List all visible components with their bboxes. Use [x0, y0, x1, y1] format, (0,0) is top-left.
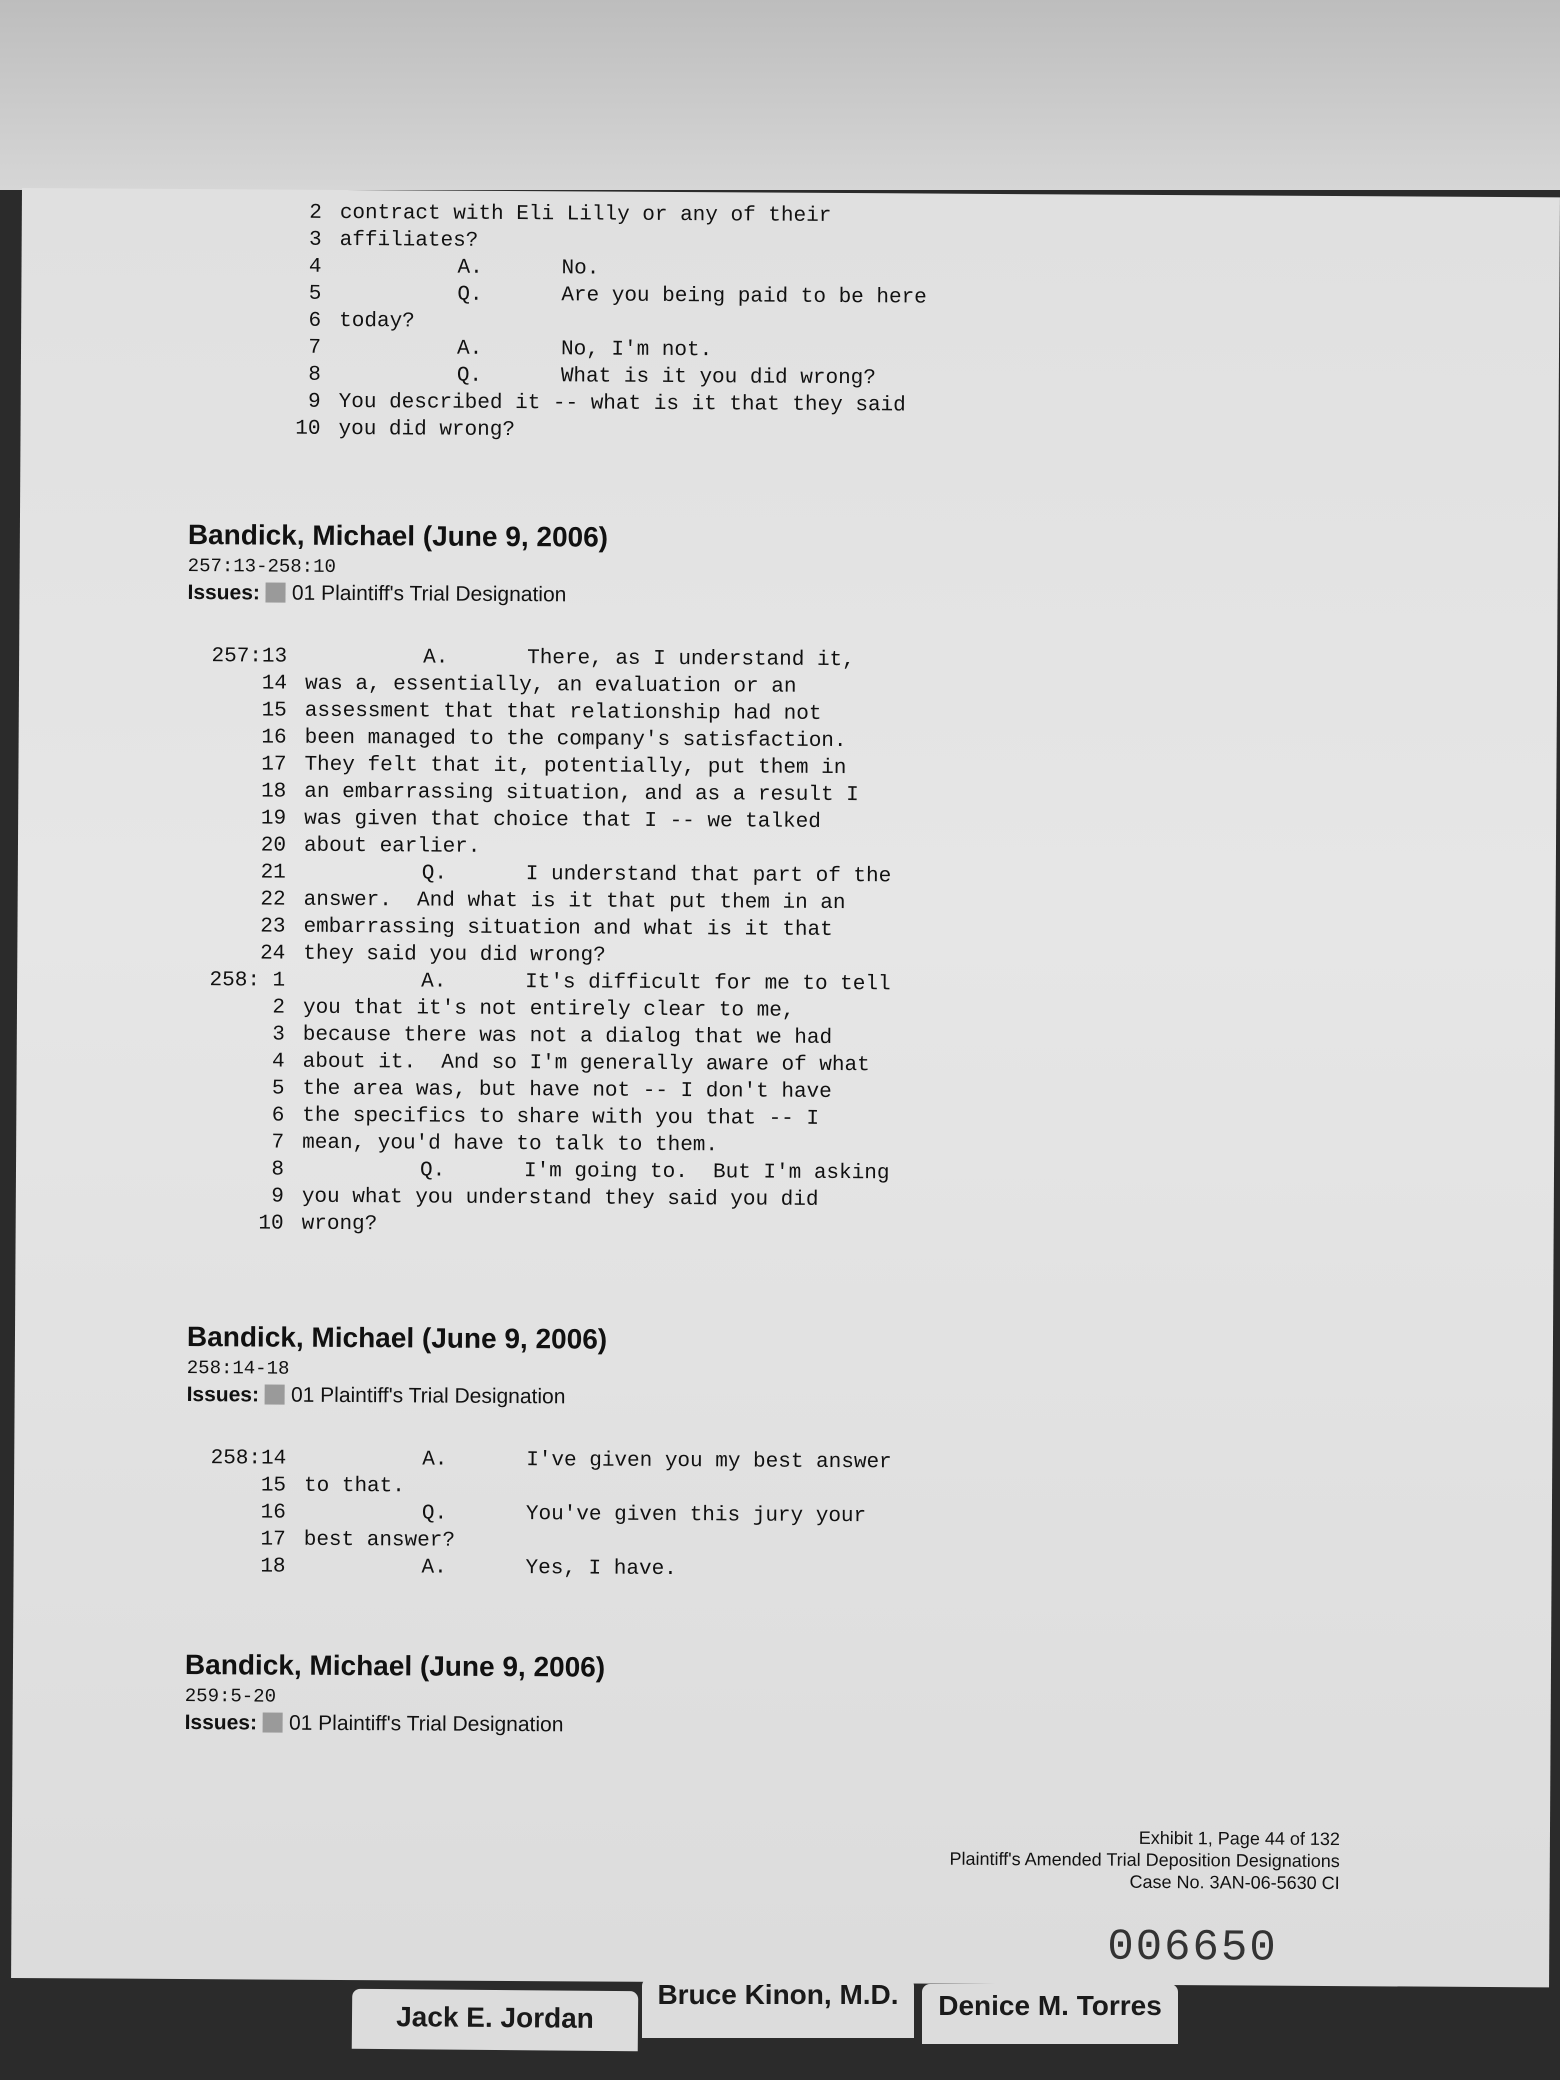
- exhibit-footer: [949, 1826, 1340, 1894]
- line-text: wrong?: [301, 1212, 378, 1237]
- page-line-range: 258:14-18: [186, 1357, 290, 1380]
- line-number: 21: [260, 861, 286, 885]
- line-number: 257:13: [211, 645, 288, 669]
- line-text: contract with Eli Lilly or any of their: [339, 201, 832, 228]
- issues-label: Issues:: [184, 1711, 258, 1735]
- issues-row: [187, 581, 1147, 611]
- line-number: 258: 1: [209, 969, 286, 993]
- page-line-range: 259:5-20: [184, 1685, 277, 1708]
- line-text: mean, you'd have to talk to them.: [302, 1131, 719, 1158]
- line-text: today?: [339, 309, 415, 334]
- line-text: No, I'm not.: [560, 338, 713, 363]
- line-text: you that it's not entirely clear to me,: [302, 996, 795, 1023]
- issues-value: 01 Plaintiff's Trial Designation: [290, 1383, 566, 1409]
- speaker-label: Q.: [457, 283, 483, 307]
- line-number: 4: [271, 1050, 285, 1074]
- case-number: Case No. 3AN-06-5630 CI: [1129, 1871, 1340, 1894]
- line-text: you what you understand they said you did: [301, 1185, 819, 1212]
- folder-tab-jordan: Jack E. Jordan: [352, 1989, 639, 2051]
- bates-number: 006650: [1107, 1922, 1278, 1974]
- line-number: 18: [261, 780, 287, 804]
- folder-tab-kinon: Bruce Kinon, M.D.: [642, 1978, 914, 2038]
- page-line-range: 257:13-258:10: [187, 555, 336, 578]
- line-text: affiliates?: [339, 228, 479, 253]
- line-number: 2: [272, 996, 286, 1020]
- transcript-line: [220, 417, 1120, 449]
- line-text: the area was, but have not -- I don't have: [302, 1077, 832, 1104]
- speaker-label: Q.: [419, 1159, 446, 1183]
- line-number: 9: [271, 1185, 284, 1209]
- line-text: I'm going to. But I'm asking: [523, 1160, 890, 1186]
- section-heading: Bandick, Michael (June 9, 2006): [187, 519, 609, 553]
- section-heading: Bandick, Michael (June 9, 2006): [184, 1649, 606, 1683]
- line-number: 15: [260, 1474, 287, 1498]
- issues-value: 01 Plaintiff's Trial Designation: [288, 1711, 564, 1737]
- line-text: They felt that it, potentially, put them in: [304, 753, 847, 781]
- line-text: embarrassing situation and what is it that: [303, 915, 833, 942]
- issues-value: 01 Plaintiff's Trial Designation: [291, 581, 567, 607]
- line-text: you did wrong?: [338, 417, 516, 443]
- line-text: It's difficult for me to tell: [525, 971, 891, 997]
- line-number: 5: [308, 282, 322, 306]
- line-text: assessment that that relationship had not: [304, 699, 822, 726]
- line-text: been managed to the company's satisfaction.: [304, 726, 847, 754]
- line-text: I understand that part of the: [525, 863, 892, 889]
- designation-section: [185, 1649, 1146, 1741]
- issue-color-swatch: [263, 1713, 283, 1733]
- issue-color-swatch: [265, 1385, 285, 1405]
- line-number: 18: [260, 1555, 286, 1579]
- line-text: You've given this jury your: [525, 1503, 867, 1529]
- line-number: 3: [309, 228, 322, 252]
- line-text: about earlier.: [303, 834, 481, 859]
- line-text: about it. And so I'm generally aware of what: [302, 1050, 870, 1078]
- line-number: 5: [271, 1077, 285, 1101]
- speaker-label: A.: [421, 970, 447, 994]
- line-number: 10: [295, 417, 321, 441]
- folder-tab-torres: Denice M. Torres: [922, 1984, 1178, 2044]
- line-text: Are you being paid to be here: [561, 284, 927, 310]
- transcript-line: [185, 1555, 1145, 1588]
- line-number: 8: [271, 1158, 285, 1182]
- speaker-label: A.: [423, 646, 449, 670]
- background-page: [0, 0, 1560, 190]
- transcript-lines: [184, 645, 1148, 1245]
- speaker-label: A.: [422, 1448, 448, 1472]
- line-text: No.: [561, 257, 600, 281]
- transcript-continuation: [220, 201, 1121, 449]
- line-number: 17: [261, 753, 287, 777]
- issues-label: Issues:: [186, 1383, 260, 1407]
- speaker-label: A.: [421, 1556, 447, 1580]
- line-text: There, as I understand it,: [527, 647, 855, 673]
- line-text: Yes, I have.: [525, 1557, 677, 1582]
- issues-row: [185, 1711, 1145, 1741]
- line-number: 19: [260, 807, 287, 831]
- line-text: answer. And what is it that put them in an: [303, 888, 846, 916]
- issues-row: [187, 1383, 1147, 1413]
- line-text: best answer?: [303, 1528, 456, 1553]
- transcript-lines: [185, 1447, 1146, 1588]
- line-text: the specifics to share with you that -- I: [302, 1104, 820, 1131]
- issues-label: Issues:: [187, 581, 260, 605]
- line-number: 8: [308, 363, 321, 387]
- line-number: 20: [260, 834, 287, 858]
- speaker-label: Q.: [456, 364, 483, 388]
- line-text: You described it -- what is it that they said: [338, 390, 906, 418]
- section-heading: Bandick, Michael (June 9, 2006): [186, 1321, 608, 1355]
- line-number: 9: [308, 390, 321, 414]
- designation-section: [185, 1321, 1147, 1588]
- transcript-line: [184, 1212, 1144, 1245]
- line-number: 16: [260, 1501, 286, 1525]
- speaker-label: Q.: [421, 862, 448, 886]
- line-number: 3: [272, 1023, 285, 1047]
- line-number: 22: [260, 888, 286, 912]
- line-number: 2: [309, 201, 322, 225]
- line-number: 4: [308, 255, 322, 279]
- document-page: [11, 188, 1560, 1987]
- line-number: 15: [261, 699, 287, 723]
- line-number: 7: [308, 336, 322, 360]
- line-number: 14: [261, 672, 288, 696]
- line-number: 7: [271, 1131, 285, 1155]
- line-number: 6: [271, 1104, 285, 1128]
- designation-section: [184, 519, 1148, 1245]
- exhibit-page: Exhibit 1, Page 44 of 132: [1138, 1827, 1340, 1850]
- line-text: I've given you my best answer: [526, 1449, 892, 1475]
- speaker-label: Q.: [421, 1502, 448, 1526]
- line-number: 258:14: [210, 1447, 287, 1471]
- issue-color-swatch: [266, 582, 286, 602]
- line-number: 23: [260, 915, 286, 939]
- line-number: 16: [261, 726, 287, 750]
- line-text: an embarrassing situation, and as a result I: [304, 780, 859, 808]
- speaker-label: A.: [457, 256, 483, 280]
- line-number: 17: [260, 1528, 286, 1552]
- exhibit-title: Plaintiff's Amended Trial Deposition Designations: [949, 1848, 1340, 1872]
- line-text: because there was not a dialog that we had: [302, 1023, 833, 1050]
- speaker-label: A.: [456, 337, 483, 361]
- line-number: 6: [308, 309, 322, 333]
- line-number: 10: [258, 1212, 284, 1236]
- line-text: to that.: [304, 1474, 405, 1499]
- line-text: What is it you did wrong?: [560, 365, 876, 391]
- line-text: they said you did wrong?: [303, 942, 606, 968]
- line-number: 24: [260, 942, 286, 966]
- line-text: was a, essentially, an evaluation or an: [304, 672, 797, 699]
- line-text: was given that choice that I -- we talked: [304, 807, 821, 834]
